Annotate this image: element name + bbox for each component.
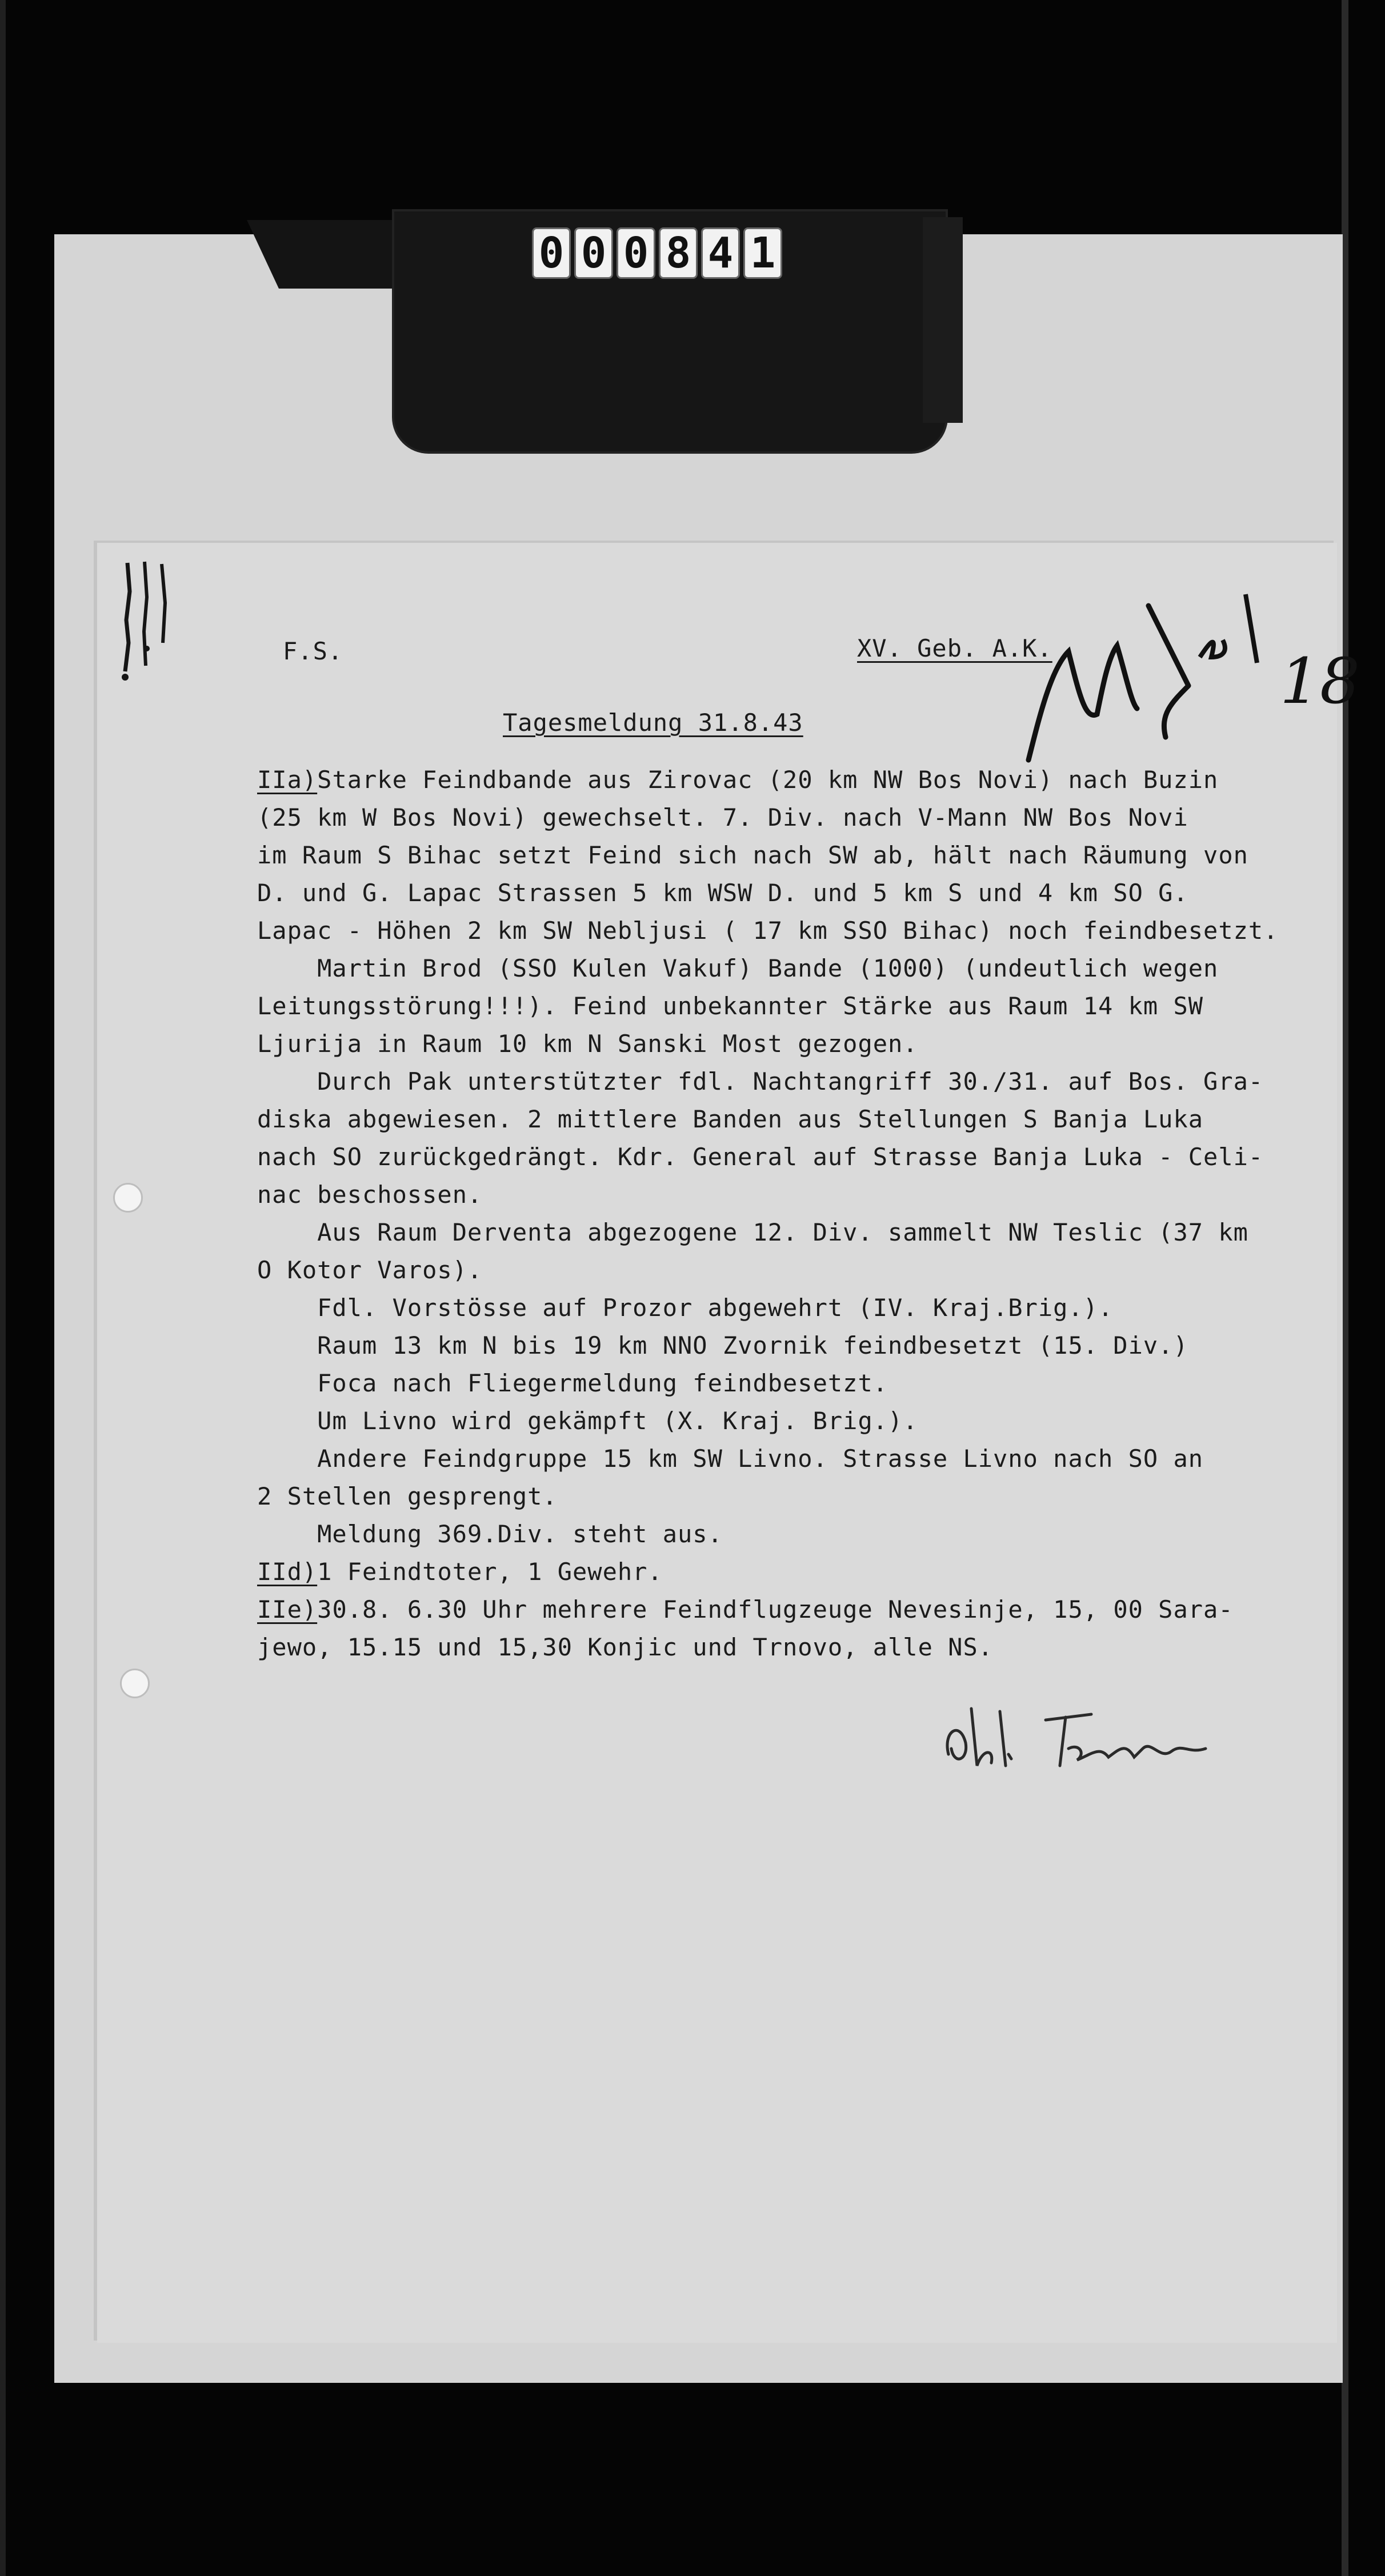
report-line [257,1369,888,1397]
line-text: Andere Feindgruppe 15 km SW Livno. Strasse Livno nach SO an [257,1445,1204,1473]
line-text: nac beschossen. [257,1181,483,1209]
line-text: 2 Stellen gesprengt. [257,1482,558,1510]
report-line [257,917,1278,945]
line-text: Starke Feindbande aus Zirovac (20 km NW Bos Novi) nach Buzin [317,766,1219,794]
pencil-note: 18 [1280,645,1360,718]
line-text: D. und G. Lapac Strassen 5 km WSW D. und 5 km S und 4 km SO G. [257,879,1188,907]
report-line [257,1595,1234,1623]
counter-digit: 0 [617,227,655,279]
line-text: Aus Raum Derventa abgezogene 12. Div. sammelt NW Teslic (37 km [257,1218,1248,1246]
counter-digit: 8 [659,227,698,279]
report-line [257,1482,558,1510]
line-text: Ljurija in Raum 10 km N Sanski Most gezogen. [257,1030,918,1058]
line-text: Fdl. Vorstösse auf Prozor abgewehrt (IV. Kraj.Brig.). [257,1294,1114,1322]
header-left: F.S. [283,637,343,665]
report-line [257,1030,918,1058]
line-text: Durch Pak unterstützter fdl. Nachtangriff 30./31. auf Bos. Gra- [257,1067,1264,1095]
report-line [257,841,1248,869]
report-line [257,954,1218,982]
report-line [257,1256,482,1284]
line-text: Foca nach Fliegermeldung feindbesetzt. [257,1369,888,1397]
report-body [257,766,1331,1680]
report-line [257,1218,1248,1246]
line-text: jewo, 15.15 und 15,30 Konjic und Trnovo, alle NS. [257,1633,994,1661]
punch-hole [120,1669,150,1698]
line-text: Leitungsstörung!!!). Feind unbekannter Stärke aus Raum 14 km SW [257,992,1204,1020]
report-line [257,803,1188,831]
report-line [257,1181,482,1209]
counter-digit: 1 [743,227,782,279]
line-text: diska abgewiesen. 2 mittlere Banden aus Stellungen S Banja Luka [257,1105,1204,1133]
counter-arm [923,217,963,423]
report-line [257,992,1203,1020]
report-line [257,1520,723,1548]
line-text: Martin Brod (SSO Kulen Vakuf) Bande (1000) (undeutlich wegen [257,954,1219,982]
punch-hole [113,1183,143,1213]
section-prefix: IIe) [257,1595,318,1623]
report-line [257,1558,663,1586]
line-text: Um Livno wird gekämpft (X. Kraj. Brig.). [257,1407,918,1435]
line-text: Meldung 369.Div. steht aus. [257,1520,723,1548]
frame-counter [509,226,806,280]
report-line [257,1067,1263,1095]
line-text: 30.8. 6.30 Uhr mehrere Feindflugzeuge Nevesinje, 15, 00 Sara- [317,1595,1234,1623]
report-line [257,1331,1188,1359]
report-line [257,1445,1203,1473]
signature [937,1686,1234,1789]
report-line [257,1143,1263,1171]
document-title: Tagesmeldung 31.8.43 [503,709,803,737]
header-right: XV. Geb. A.K. [857,634,1052,662]
section-prefix: IId) [257,1558,318,1586]
report-line [257,1105,1203,1133]
line-text: nach SO zurückgedrängt. Kdr. General auf Strasse Banja Luka - Celi- [257,1143,1264,1171]
line-text: Raum 13 km N bis 19 km NNO Zvornik feindbesetzt (15. Div.) [257,1331,1188,1359]
counter-digit: 0 [532,227,571,279]
pencil-tally-marks [117,557,186,689]
report-line [257,1294,1113,1322]
report-line [257,766,1218,794]
line-text: im Raum S Bihac setzt Feind sich nach SW ab, hält nach Räumung von [257,841,1248,869]
report-line [257,1407,918,1435]
report-line [257,1633,993,1661]
counter-digit: 0 [574,227,613,279]
line-text: 1 Feindtoter, 1 Gewehr. [317,1558,663,1586]
report-line [257,879,1188,907]
pencil-annotation [1017,571,1360,777]
line-text: O Kotor Varos). [257,1256,483,1284]
line-text: (25 km W Bos Novi) gewechselt. 7. Div. nach V-Mann NW Bos Novi [257,803,1188,831]
line-text: Lapac - Höhen 2 km SW Nebljusi ( 17 km SSO Bihac) noch feindbesetzt. [257,917,1279,945]
counter-digit: 4 [701,227,740,279]
section-prefix: IIa) [257,766,318,794]
